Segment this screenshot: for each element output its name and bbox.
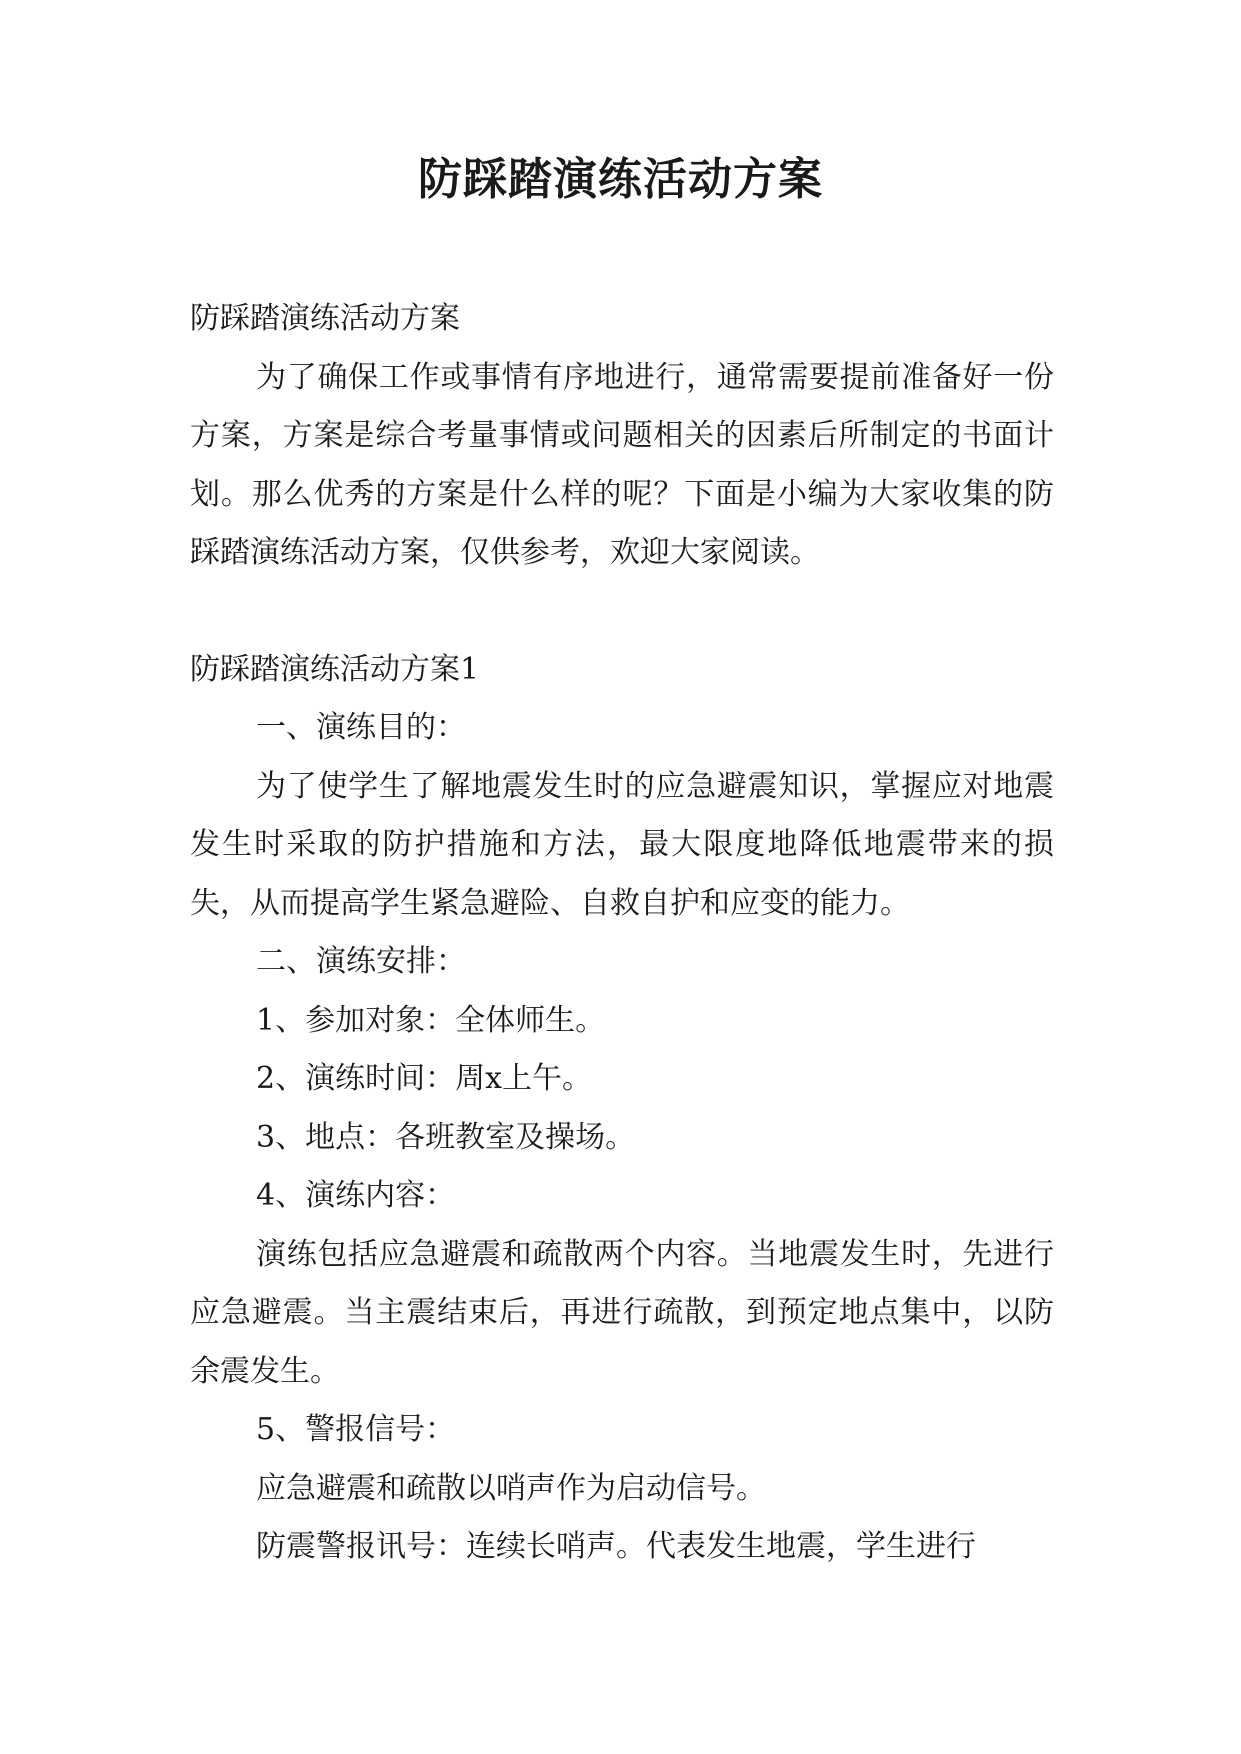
heading-arrangement: 二、演练安排： — [256, 944, 466, 979]
intro-paragraph: 为了确保工作或事情有序地进行，通常需要提前准备好一份方案，方案是综合考量事情或问题相关的因素后所制定的书面计划。那么优秀的方案是什么样的呢？下面是小编为大家收集的防踩踏演练活动方案，仅供参考，欢迎大家阅读。 — [190, 359, 1054, 570]
alarm-paragraph: 应急避震和疏散以哨声作为启动信号。 — [256, 1470, 766, 1506]
item-time: 2、演练时间：周x上午。 — [256, 1061, 593, 1096]
section-heading: 防踩踏演练活动方案1 — [190, 651, 480, 687]
item-content: 4、演练内容： — [256, 1178, 456, 1213]
purpose-paragraph: 为了使学生了解地震发生时的应急避震知识，掌握应对地震发生时采取的防护措施和方法，最大限度地降低地震带来的损失，从而提高学生紧急避险、自救自护和应变的能力。 — [190, 768, 1054, 921]
subtitle-line: 防踩踏演练活动方案 — [190, 301, 460, 336]
document-title: 防踩踏演练活动方案 — [418, 154, 823, 205]
heading-purpose: 一、演练目的： — [256, 710, 466, 745]
document-body — [190, 290, 1054, 1577]
item-participants: 1、参加对象：全体师生。 — [256, 1002, 606, 1038]
item-alarm: 5、警报信号： — [256, 1412, 456, 1447]
item-location: 3、地点：各班教室及操场。 — [256, 1119, 636, 1155]
alarm-signal-paragraph: 防震警报讯号：连续长哨声。代表发生地震，学生进行 — [256, 1529, 976, 1564]
content-paragraph: 演练包括应急避震和疏散两个内容。当地震发生时，先进行应急避震。当主震结束后，再进行疏散，到预定地点集中，以防余震发生。 — [190, 1236, 1054, 1389]
